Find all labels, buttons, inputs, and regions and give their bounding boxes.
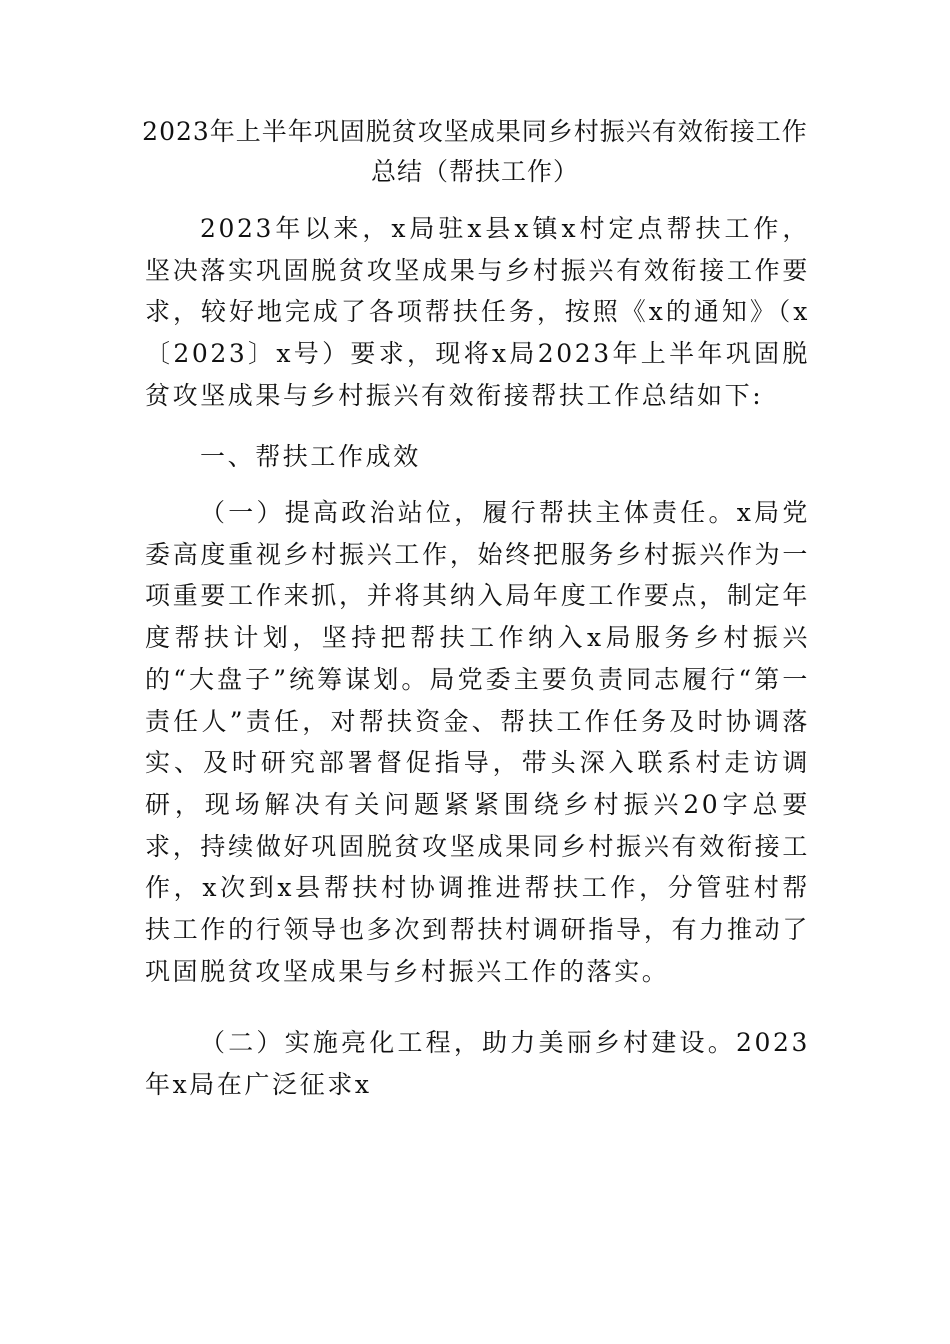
subsection-paragraph-2	[145, 1022, 810, 1105]
section-heading-text: 一、帮扶工作成效	[200, 442, 421, 471]
paragraph-text: （二）实施亮化工程，助力美丽乡村建设。2023年x局在广泛征求x	[145, 1028, 810, 1099]
paragraph-text: （一）提高政治站位，履行帮扶主体责任。x局党委高度重视乡村振兴工作，始终把服务乡村振兴作为一项重要工作来抓，并将其纳入局年度工作要点，制定年度帮扶计划，坚持把帮扶工作纳入x局服务乡村振兴的“大盘子”统筹谋划。局党委主要负责同志履行“第一责任人”责任，对帮扶资金、帮扶工作任务及时协调落实、及时研究部署督促指导，带头深入联系村走访调研，现场解决有关问题紧紧围绕乡村振兴20字总要求，持续做好巩固脱贫攻坚成果同乡村振兴有效衔接工作，x次到x县帮扶村协调推进帮扶工作，分管驻村帮扶工作的行领导也多次到帮扶村调研指导，有力推动了巩固脱贫攻坚成果与乡村振兴工作的落实。	[145, 498, 810, 986]
paragraph-text: 2023年以来，x局驻x县x镇x村定点帮扶工作，坚决落实巩固脱贫攻坚成果与乡村振兴有效衔接工作要求，较好地完成了各项帮扶任务，按照《x的通知》（x〔2023〕x号）要求，现将x局2023年上半年巩固脱贫攻坚成果与乡村振兴有效衔接帮扶工作总结如下:	[145, 214, 810, 410]
intro-paragraph	[145, 208, 810, 417]
document-title-line-1: 2023年上半年巩固脱贫攻坚成果同乡村振兴有效衔接工作	[142, 117, 808, 146]
section-heading	[145, 436, 810, 478]
subsection-paragraph-1	[145, 492, 810, 992]
document-title-line-2: 总结（帮扶工作）	[370, 157, 579, 186]
